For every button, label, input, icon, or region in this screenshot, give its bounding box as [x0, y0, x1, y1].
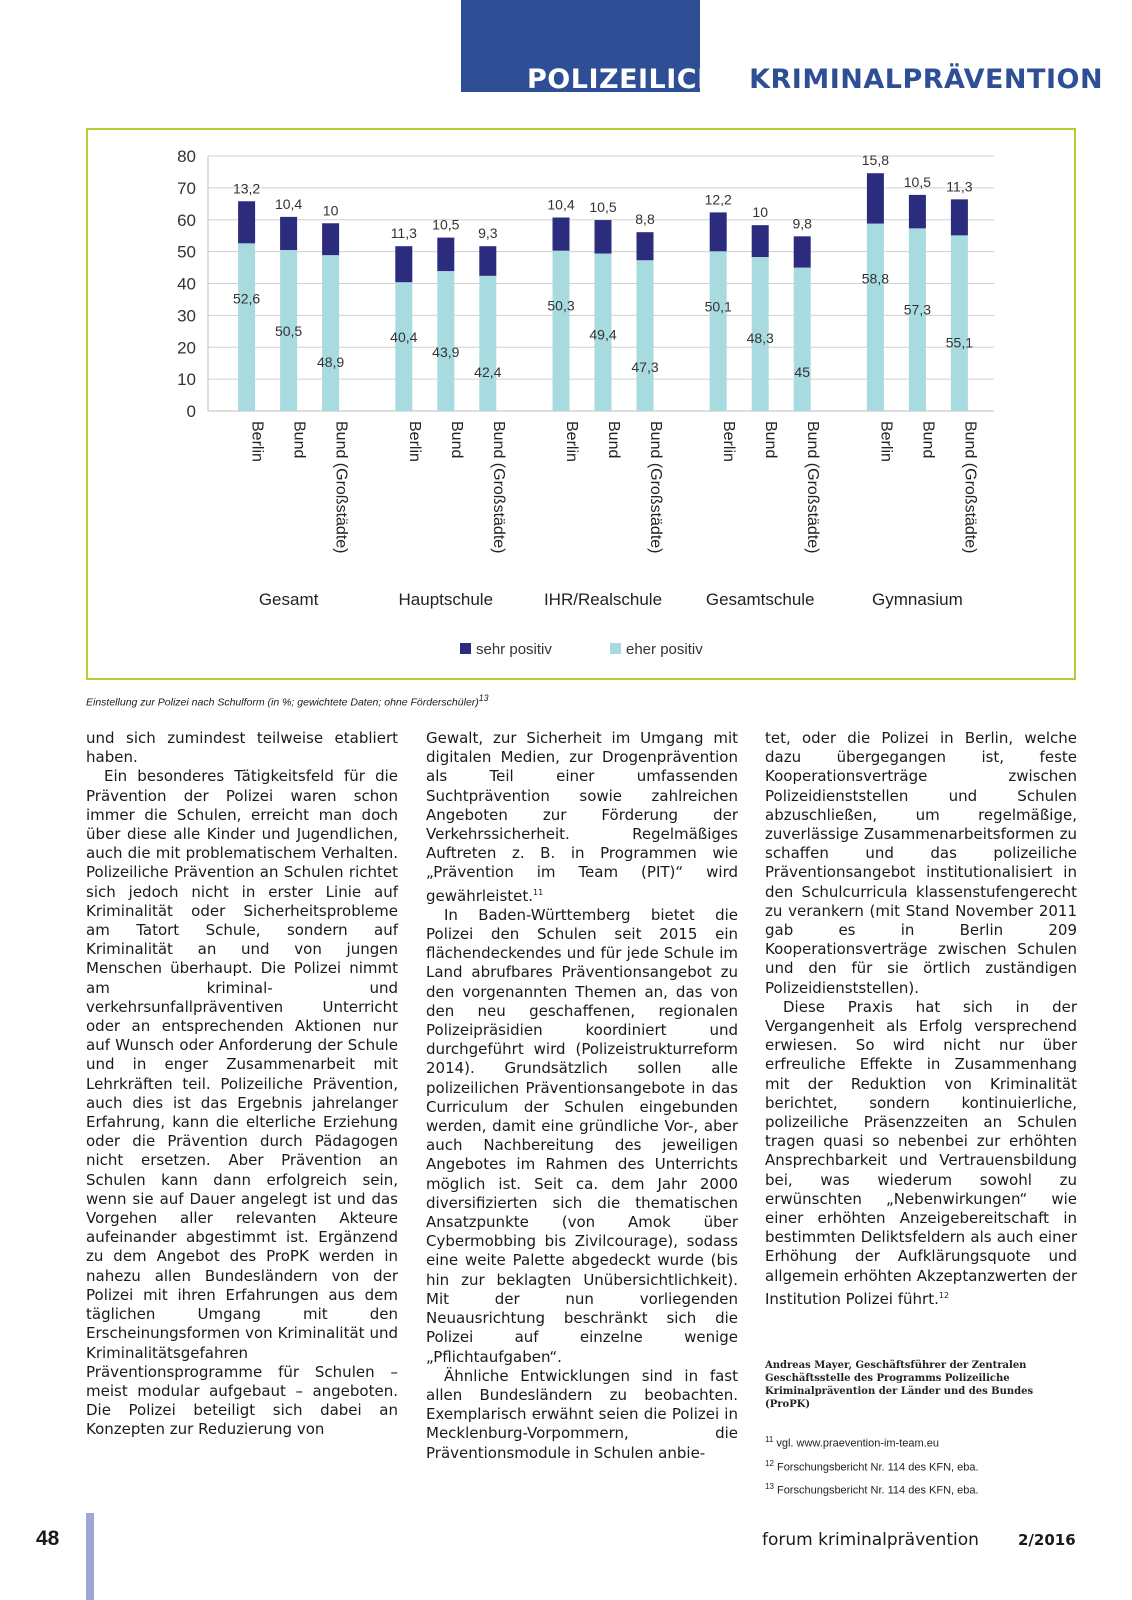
bar-sehr-positiv	[951, 199, 968, 235]
legend-swatch	[460, 643, 471, 654]
group-label: Gesamt	[258, 590, 319, 609]
bar-eher-positiv	[553, 251, 570, 411]
bar-eher-positiv	[637, 260, 654, 411]
bar-sehr-positiv	[395, 246, 412, 282]
data-label-sehr: 9,8	[792, 215, 812, 232]
data-label-sehr: 9,3	[478, 225, 498, 242]
data-label-eher: 50,3	[547, 297, 575, 314]
group-label: Gymnasium	[872, 590, 963, 609]
bar-sehr-positiv	[710, 212, 727, 251]
footnote-ref: 11	[533, 887, 544, 897]
footer-accent-bar	[86, 1513, 94, 1600]
paragraph	[765, 998, 1077, 1309]
group-label: Gesamtschule	[705, 590, 815, 609]
data-label-eher: 48,3	[746, 330, 774, 347]
x-tick-label: Berlin	[877, 421, 895, 462]
bar-sehr-positiv	[437, 238, 454, 271]
data-label-sehr: 10,5	[903, 173, 932, 190]
paragraph	[426, 729, 738, 906]
x-tick-label: Bund	[290, 421, 308, 459]
data-label-sehr: 11,3	[946, 178, 973, 195]
y-tick-label: 10	[177, 370, 196, 390]
data-label-eher: 45	[794, 364, 810, 380]
data-label-eher: 47,3	[631, 359, 659, 376]
x-tick-label: Bund (Großstädte)	[804, 421, 822, 554]
bar-sehr-positiv	[479, 246, 496, 276]
group-label: IHR/Realschule	[543, 590, 663, 609]
chart-frame	[86, 128, 1076, 680]
data-label-eher: 42,4	[474, 364, 502, 380]
bar-eher-positiv	[794, 268, 811, 411]
bar-sehr-positiv	[637, 232, 654, 260]
data-label-eher: 58,8	[861, 270, 890, 287]
x-tick-label: Berlin	[720, 421, 738, 462]
y-tick-label: 0	[186, 402, 196, 421]
data-label-sehr: 15,8	[861, 152, 890, 169]
footnote-text: Forschungsbericht Nr. 114 des KFN, eba.	[776, 1461, 979, 1474]
issue-number: 2/2016	[1018, 1531, 1076, 1549]
text-column-1	[86, 729, 398, 1440]
data-label-eher: 52,6	[232, 290, 261, 307]
data-label-eher: 43,9	[432, 344, 460, 361]
y-tick-label: 30	[177, 306, 196, 326]
data-label-eher: 49,4	[589, 326, 617, 343]
bar-sehr-positiv	[752, 225, 769, 257]
text-column-3	[765, 729, 1077, 1309]
y-tick-label: 20	[177, 338, 196, 358]
x-tick-label: Berlin	[563, 421, 580, 462]
x-tick-label: Berlin	[405, 421, 423, 462]
text-column-2	[426, 729, 738, 1463]
footnotes	[765, 1430, 1077, 1501]
data-label-eher: 40,4	[390, 329, 418, 346]
data-label-sehr: 10	[752, 204, 768, 221]
data-label-sehr: 13,2	[232, 180, 261, 197]
footnote-num: 13	[765, 1482, 774, 1492]
legend-label: eher positiv	[626, 641, 703, 658]
bar-eher-positiv	[710, 251, 727, 411]
footnote	[765, 1454, 1077, 1478]
section-title-part1: POLIZEILICHE	[527, 64, 740, 95]
footnote	[765, 1477, 1077, 1501]
x-tick-label: Berlin	[248, 421, 266, 462]
magazine-name: forum kriminalprävention	[762, 1530, 979, 1550]
footnote-text: Forschungsbericht Nr. 114 des KFN, eba.	[776, 1484, 979, 1497]
bar-sehr-positiv	[909, 195, 926, 228]
legend-label: sehr positiv	[476, 641, 552, 658]
data-label-sehr: 10	[322, 202, 339, 219]
data-label-sehr: 10,5	[432, 216, 460, 233]
bar-sehr-positiv	[553, 218, 570, 251]
bar-sehr-positiv	[794, 236, 811, 267]
y-tick-label: 50	[177, 242, 196, 262]
bar-sehr-positiv	[322, 223, 339, 255]
bar-eher-positiv	[238, 243, 255, 411]
footnote-num: 12	[765, 1458, 774, 1468]
y-tick-label: 40	[177, 274, 196, 294]
bar-sehr-positiv	[238, 201, 255, 243]
data-label-sehr: 10,4	[547, 196, 575, 213]
bar-eher-positiv	[867, 224, 884, 411]
bar-sehr-positiv	[595, 220, 612, 253]
y-tick-label: 70	[177, 178, 196, 198]
data-label-eher: 50,5	[274, 323, 303, 340]
x-tick-label: Bund (Großstädte)	[489, 421, 507, 554]
section-title	[527, 64, 1103, 96]
paragraph-text: Diese Praxis hat sich in der Vergangenheit als Erfolg versprechend erwiesen. So wird nicht nur über erfreuliche Effekte in Zusammenhang mit der Reduktion von Kriminalität berichtet, sondern kontinuierliche, polizeiliche Präsenzzeiten an Schulen tragen quasi so nebenbei zur erhöhten Ansprechbarkeit und Vertrauensbildung bei, was wiederum sowohl zu erwünschten „Nebenwirkungen“ wie einer erhöhten Anzeigebereitschaft in bestimmten Deliktsfeldern als auch einer Erhöhung der Aufklärungsquote und allgemein erhöhten Akzeptanzwerten der Institution Polizei führt.	[765, 997, 1077, 1308]
data-label-sehr: 10,4	[274, 195, 303, 212]
bar-eher-positiv	[322, 255, 339, 411]
data-label-eher: 50,1	[704, 298, 732, 315]
bar-sehr-positiv	[867, 173, 884, 223]
data-label-eher: 57,3	[903, 301, 932, 318]
bar-eher-positiv	[437, 271, 454, 411]
footnote-num: 11	[765, 1435, 774, 1444]
chart-caption-note: 13	[478, 693, 489, 703]
data-label-sehr: 10,5	[589, 199, 617, 216]
x-tick-label: Bund	[762, 421, 780, 459]
x-tick-label: Bund (Großstädte)	[332, 421, 350, 554]
author-note: Andreas Mayer, Geschäftsführer der Zentralen Geschäftsstelle des Programms Polizeiliche Kriminalprävention der Länder und des Bundes (ProPK)	[765, 1360, 1034, 1410]
paragraph: und sich zumindest teilweise etabliert haben.	[86, 729, 398, 767]
y-tick-label: 60	[177, 210, 196, 230]
x-tick-label: Bund (Großstädte)	[961, 421, 979, 554]
x-tick-label: Bund	[605, 421, 622, 459]
paragraph: Ein besonderes Tätigkeitsfeld für die Prävention der Polizei waren schon immer die Schulen, erreicht man doch über diese alle Kinder und Jugendlichen, auch die mit problematischem Verhalten. Polizeiliche Prävention an Schulen richtet sich jedoch nicht in erster Linie auf Kriminalität oder Sicherheitsprobleme am Tatort Schule, sondern auf Kriminalität an und von jungen Menschen überhaupt. Die Polizei nimmt am kriminal- und verkehrsunfallpräventiven Unterricht oder an entsprechenden Aktionen nur auf Wunsch oder Anforderung der Schule und in enger Zusammenarbeit mit Lehrkräften teil. Polizeiliche Prävention, auch dies ist das Ergebnis jahrelanger Erfahrung, kann die elterliche Erziehung oder die Prävention durch Pädagogen nicht ersetzen. Aber Prävention an Schulen kann dann erfolgreich sein, wenn sie auf Dauer angelegt ist und das Vorgehen aller relevanten Akteure aufeinander abgestimmt ist. Ergänzend zu dem Angebot des ProPK werden in nahezu allen Bundesländern von der Polizei mit ihren Erfahrungen aus dem täglichen Umgang mit den Erscheinungsformen von Kriminalität und Kriminalitätsgefahren Präventionsprogramme für Schulen – meist modular aufgebaut – angeboten. Die Polizei beteiligt sich dabei an Konzepten zur Reduzierung von	[86, 767, 398, 1439]
footnote	[765, 1430, 1077, 1454]
chart-caption-text: Einstellung zur Polizei nach Schulform (in %; gewichtete Daten; ohne Förderschüler)	[86, 696, 479, 709]
paragraph: In Baden-Württemberg bietet die Polizei den Schulen seit 2015 ein flächendeckendes und für jede Schule im Land abrufbares Präventionsangebot zu den vorgenannten Themen an, das von den neu geschaffenen, regionalen Polizeipräsidien koordiniert und durchgeführt wird (Polizeistrukturreform 2014). Grundsätzlich sollen alle polizeilichen Präventionsangebote in das Curriculum der Schulen eingebunden werden, damit eine gründliche Vor-, aber auch Nachbereitung des jeweiligen Angebotes im Rahmen des Unterrichts möglich ist. Seit ca. dem Jahr 2000 diversifizierten sich die thematischen Ansatzpunkte (von Amok über Cybermobbing bis Zivilcourage), sodass eine weite Palette abgedeckt wurde (bis hin zur beklagten Unübersichtlichkeit). Mit der nun vorliegenden Neuausrichtung beschränkt sich die Polizei auf einzelne wenige „Pflichtaufgaben“.	[426, 905, 738, 1366]
x-tick-label: Bund	[447, 421, 465, 459]
bar-eher-positiv	[395, 282, 412, 411]
data-label-eher: 48,9	[316, 354, 345, 371]
section-title-part2: KRIMINALPRÄVENTION	[749, 64, 1104, 95]
legend-swatch	[610, 643, 621, 654]
bar-eher-positiv	[909, 228, 926, 411]
bar-eher-positiv	[479, 276, 496, 411]
data-label-sehr: 11,3	[390, 225, 417, 242]
footnote-ref: 12	[938, 1290, 950, 1300]
page-number: 48	[36, 1527, 60, 1550]
x-tick-label: Bund	[919, 421, 937, 459]
chart-caption	[86, 693, 489, 709]
data-label-sehr: 8,8	[635, 211, 655, 228]
data-label-eher: 55,1	[945, 334, 974, 351]
paragraph-text: Gewalt, zur Sicherheit im Umgang mit digitalen Medien, zur Drogenprävention als Teil einer umfassenden Suchtprävention sowie zahlreichen Angeboten zur Förderung der Verkehrssicherheit. Regelmäßiges Auftreten z. B. in Programmen wie „Prävention im Team (PIT)“ wird gewährleistet.	[426, 729, 738, 905]
paragraph: tet, oder die Polizei in Berlin, welche dazu übergegangen ist, feste Kooperationsverträge zwischen Polizeidienststellen und Schulen abzuschließen, um regelmäßige, zuverlässige Zusammenarbeitsformen zu schaffen und das polizeiliche Präventionsangebot institutionalisiert in den Schulcurricula klassenstufengerecht zu verankern (mit Stand November 2011 gab es in Berlin 209 Kooperationsverträge zwischen Schulen und den für sie örtlich zuständigen Polizeidienststellen).	[765, 729, 1077, 997]
data-label-sehr: 12,2	[704, 191, 732, 208]
bar-eher-positiv	[951, 235, 968, 411]
group-label: Hauptschule	[398, 590, 494, 609]
y-tick-label: 80	[177, 147, 196, 166]
bar-sehr-positiv	[280, 217, 297, 250]
stacked-bar-chart	[88, 130, 1074, 678]
paragraph: Ähnliche Entwicklungen sind in fast allen Bundesländern zu beobachten. Exemplarisch erwähnt seien die Polizei in Mecklenburg-Vorpommern, die Präventionsmodule in Schulen anbie-	[426, 1366, 738, 1462]
footnote-text: vgl. www.praevention-im-team.eu	[776, 1437, 939, 1450]
x-tick-label: Bund (Großstädte)	[647, 421, 664, 554]
